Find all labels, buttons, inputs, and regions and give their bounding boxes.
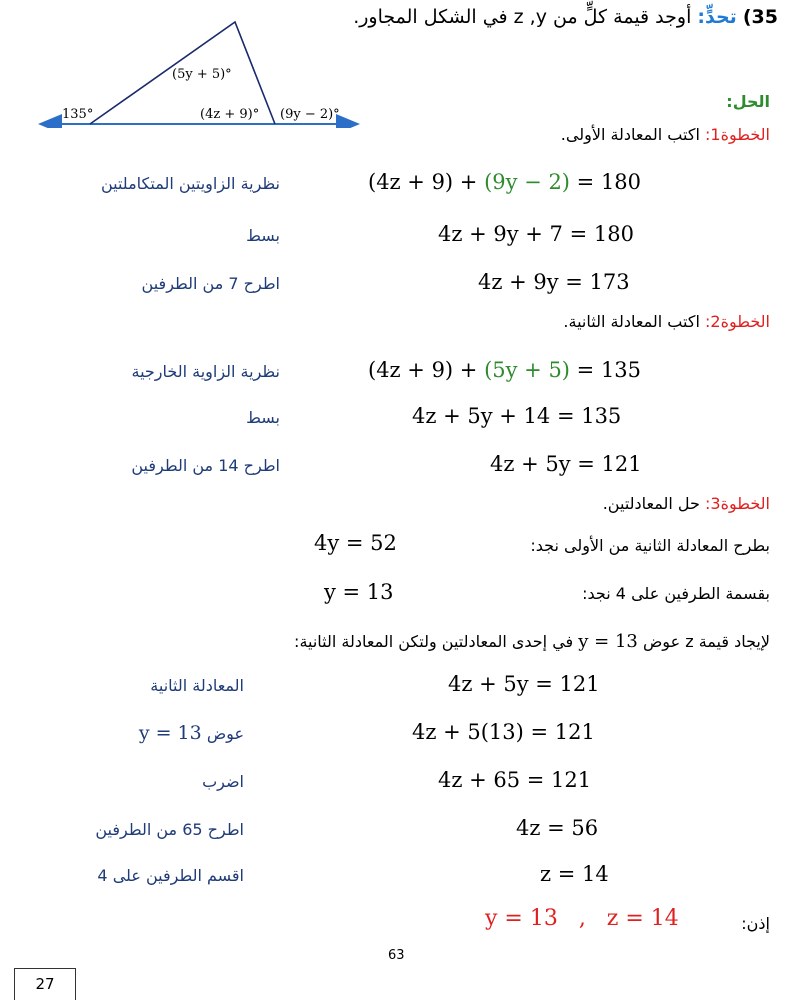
reason-eq: y = 13 [138, 722, 202, 744]
step1-reason3: اطرح 7 من الطرفين [141, 274, 280, 293]
line3-eq: y = 13 [578, 631, 638, 652]
step3-reason4: اطرح 65 من الطرفين [95, 820, 244, 839]
conclusion-label: إذن: [741, 914, 770, 933]
step2-eq3: 4z + 5y = 121 [490, 452, 642, 476]
step2-reason1: نظرية الزاوية الخارجية [131, 362, 280, 381]
step1-prefix: الخطوة1: [705, 125, 770, 144]
page-number: 63 [388, 948, 405, 963]
problem-heading [353, 6, 778, 28]
page-box-number: 27 [14, 968, 76, 1000]
step3-reason1: المعادلة الثانية [150, 676, 244, 695]
eq-part: = 180 [570, 170, 642, 194]
step3-text: حل المعادلتين. [602, 494, 700, 513]
step2-heading [563, 312, 770, 331]
step3-heading [603, 494, 770, 513]
step2-prefix: الخطوة2: [705, 312, 770, 331]
step1-eq1 [368, 170, 641, 194]
eq-part: (4z + 9) + [368, 170, 485, 194]
step3-eq3: 4z + 65 = 121 [438, 768, 592, 792]
step2-reason3: اطرح 14 من الطرفين [131, 456, 280, 475]
angle-inner-label: (4z + 9)° [200, 107, 260, 122]
step2-eq2: 4z + 5y + 14 = 135 [412, 404, 622, 428]
step3-line1-text: بطرح المعادلة الثانية من الأولى نجد: [530, 536, 770, 555]
step3-eq2: 4z + 5(13) = 121 [412, 720, 595, 744]
triangle-diagram [30, 18, 370, 128]
problem-statement: أوجد قيمة كلٍّ من z ,y في الشكل المجاور. [353, 6, 692, 28]
angle-top-label: (5y + 5)° [172, 67, 232, 82]
step3-line3 [294, 631, 770, 652]
step2-eq1 [368, 358, 641, 382]
step1-reason2: بسط [246, 226, 280, 245]
solution-label: الحل: [726, 92, 770, 111]
step3-line2-eq: y = 13 [324, 580, 394, 604]
eq-part: = 135 [570, 358, 642, 382]
eq-highlight: (5y + 5) [484, 358, 570, 382]
angle-outer-label: (9y − 2)° [280, 107, 340, 122]
step3-line1-eq: 4y = 52 [314, 531, 397, 555]
step1-eq2: 4z + 9y + 7 = 180 [438, 222, 634, 246]
step2-text: اكتب المعادلة الثانية. [563, 312, 700, 331]
problem-label: تحدٍّ: [697, 6, 737, 28]
step1-reason1: نظرية الزاويتين المتكاملتين [100, 174, 280, 193]
step3-reason5: اقسم الطرفين على 4 [97, 866, 244, 885]
step3-reason3: اضرب [202, 772, 244, 791]
step3-eq5: z = 14 [540, 862, 609, 886]
step3-eq1: 4z + 5y = 121 [448, 672, 600, 696]
step3-prefix: الخطوة3: [705, 494, 770, 513]
step3-eq4: 4z = 56 [516, 816, 599, 840]
reason-text: عوض [201, 724, 244, 743]
step3-line2-text: بقسمة الطرفين على 4 نجد: [582, 584, 770, 603]
line3-text-b: في إحدى المعادلتين ولتكن المعادلة الثانية: [294, 632, 579, 651]
step3-reason2 [139, 722, 244, 744]
angle-left-label: 135° [62, 107, 94, 122]
eq-highlight: (9y − 2) [484, 170, 570, 194]
step1-heading [561, 125, 770, 144]
step2-reason2: بسط [246, 408, 280, 427]
step1-text: اكتب المعادلة الأولى. [560, 125, 700, 144]
conclusion-answer: y = 13 , z = 14 [485, 906, 679, 931]
line3-text-a: لإيجاد قيمة z عوض [637, 632, 770, 651]
problem-number: 35) [742, 6, 778, 28]
eq-part: (4z + 9) + [368, 358, 485, 382]
step1-eq3: 4z + 9y = 173 [478, 270, 630, 294]
